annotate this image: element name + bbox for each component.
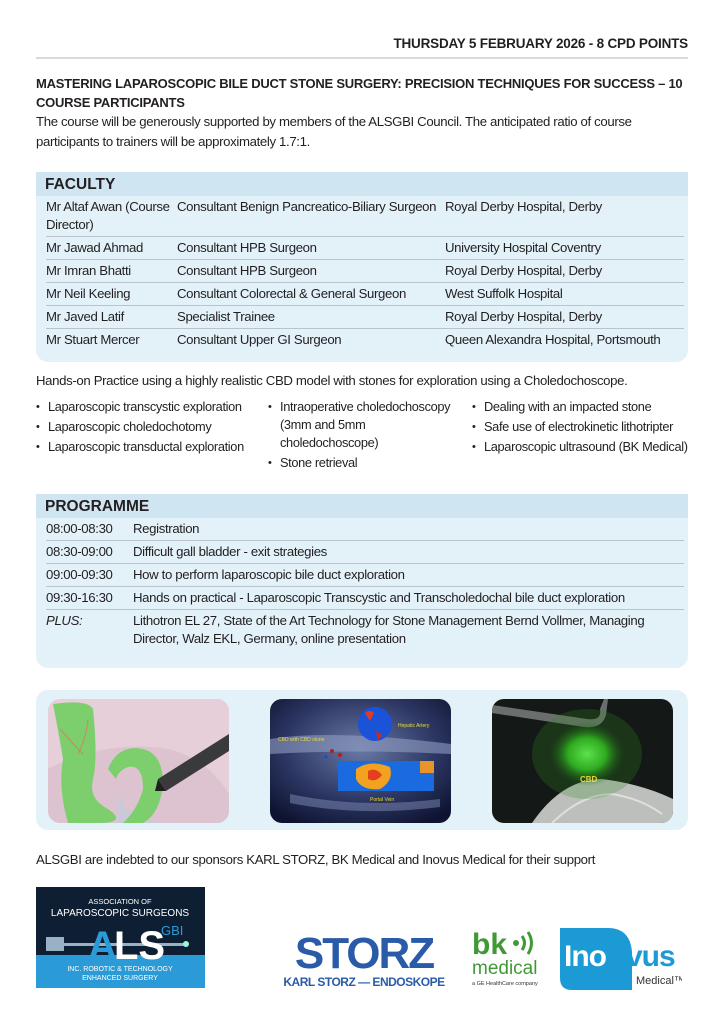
svg-text:GBI: GBI — [161, 923, 184, 938]
bullet-item: • Laparoscopic choledochotomy — [36, 418, 256, 436]
faculty-role: Consultant HPB Surgeon — [177, 263, 317, 278]
faculty-hospital: West Suffolk Hospital — [445, 286, 563, 301]
bullet-item: • Laparoscopic ultrasound (BK Medical) — [472, 438, 702, 456]
table-row — [46, 260, 684, 283]
bullet-item: • Laparoscopic transductal exploration — [36, 438, 256, 456]
svg-text:KARL STORZ — ENDOSKOPE: KARL STORZ — ENDOSKOPE — [283, 975, 445, 989]
faculty-name: Mr Altaf Awan (Course Director) — [46, 199, 170, 232]
svg-text:Medical™: Medical™ — [636, 975, 682, 987]
ultrasound-label-cbd: CBD with CBD stone — [278, 737, 325, 743]
bullet-column-1 — [36, 398, 256, 458]
faculty-role: Consultant Benign Pancreatico-Biliary Surgeon — [177, 199, 437, 214]
svg-text:INC. ROBOTIC & TECHNOLOGY: INC. ROBOTIC & TECHNOLOGY — [67, 966, 173, 973]
faculty-hospital: University Hospital Coventry — [445, 240, 601, 255]
faculty-hospital: Royal Derby Hospital, Derby — [445, 199, 602, 214]
bullet-item: • Stone retrieval — [268, 454, 458, 472]
table-row — [46, 587, 684, 610]
programme-description: Hands on practical - Laparoscopic Transcystic and Transcholedochal bile duct exploration — [133, 590, 625, 605]
bk-medical-logo — [470, 928, 542, 990]
faculty-hospital: Royal Derby Hospital, Derby — [445, 309, 602, 324]
course-intro: The course will be generously supported by members of the ALSGBI Council. The anticipated ratio of course participants to trainers will be approximately 1.7:1. — [36, 114, 632, 149]
svg-text:STORZ: STORZ — [294, 929, 434, 978]
programme-panel — [36, 494, 688, 668]
course-title: MASTERING LAPAROSCOPIC BILE DUCT STONE SURGERY: PRECISION TECHNIQUES FOR SUCCESS – 10 COURSE PARTICIPANTS — [36, 76, 683, 110]
bullet-column-2 — [268, 398, 458, 474]
svg-text:a GE HealthCare company: a GE HealthCare company — [472, 981, 538, 987]
table-row — [46, 306, 684, 329]
programme-description: Difficult gall bladder - exit strategies — [133, 544, 327, 559]
bullet-item: • Safe use of electrokinetic lithotripter — [472, 418, 702, 436]
faculty-role: Specialist Trainee — [177, 309, 275, 324]
programme-description: Lithotron EL 27, State of the Art Technology for Stone Management Bernd Vollmer, Managing Director, Walz EKL, Germany, online presentation — [133, 613, 645, 646]
table-row — [46, 564, 684, 587]
ultrasound-label-hepatic: Hepatic Artery — [398, 723, 430, 729]
karl-storz-logo — [276, 928, 452, 990]
svg-text:LS: LS — [114, 924, 166, 968]
svg-text:ASSOCIATION OF: ASSOCIATION OF — [88, 897, 152, 906]
programme-table — [46, 518, 684, 650]
svg-text:bk: bk — [472, 928, 508, 961]
bullet-column-3 — [472, 398, 702, 458]
faculty-name: Mr Imran Bhatti — [46, 263, 131, 278]
table-row — [46, 237, 684, 260]
programme-heading: PROGRAMME — [36, 494, 688, 518]
table-row — [46, 283, 684, 306]
faculty-name: Mr Javed Latif — [46, 309, 124, 324]
cbd-model-illustration — [48, 699, 229, 823]
svg-text:A: A — [88, 924, 117, 968]
faculty-name: Mr Stuart Mercer — [46, 332, 140, 347]
programme-time: 08:00-08:30 — [46, 521, 113, 536]
fluorescence-label-cbd: CBD — [580, 775, 598, 784]
bullet-item: • Intraoperative choledochoscopy (3mm and 5mm choledochoscope) — [268, 398, 458, 452]
table-row — [46, 541, 684, 564]
faculty-name: Mr Jawad Ahmad — [46, 240, 143, 255]
inovus-medical-logo — [560, 928, 682, 990]
svg-text:ENHANCED SURGERY: ENHANCED SURGERY — [82, 975, 158, 982]
hands-on-text: Hands-on Practice using a highly realistic CBD model with stones for exploration using a Choledochoscope. — [36, 373, 628, 388]
faculty-role: Consultant Colorectal & General Surgeon — [177, 286, 406, 301]
ultrasound-image — [270, 699, 451, 823]
programme-description: Registration — [133, 521, 200, 536]
sponsor-line: ALSGBI are indebted to our sponsors KARL STORZ, BK Medical and Inovus Medical for their support — [36, 852, 596, 867]
bullet-item: • Laparoscopic transcystic exploration — [36, 398, 256, 416]
svg-text:medical: medical — [472, 958, 538, 979]
image-panel — [36, 690, 688, 830]
date-line: THURSDAY 5 FEBRUARY 2026 - 8 CPD POINTS — [393, 36, 688, 51]
top-rule — [36, 57, 688, 59]
programme-time: PLUS: — [46, 613, 83, 628]
faculty-table — [46, 196, 684, 351]
svg-text:vus: vus — [626, 940, 675, 973]
faculty-heading: FACULTY — [36, 172, 688, 196]
bullet-item: • Dealing with an impacted stone — [472, 398, 702, 416]
table-row — [46, 518, 684, 541]
svg-text:Ino: Ino — [564, 940, 606, 973]
svg-text:LAPAROSCOPIC SURGEONS: LAPAROSCOPIC SURGEONS — [50, 908, 190, 919]
programme-time: 08:30-09:00 — [46, 544, 113, 559]
programme-time: 09:00-09:30 — [46, 567, 113, 582]
faculty-panel — [36, 172, 688, 362]
table-row — [46, 196, 684, 237]
programme-description: How to perform laparoscopic bile duct exploration — [133, 567, 405, 582]
table-row — [46, 610, 684, 650]
ultrasound-label-portal: Portal Vein — [370, 797, 395, 803]
faculty-role: Consultant HPB Surgeon — [177, 240, 317, 255]
faculty-role: Consultant Upper GI Surgeon — [177, 332, 342, 347]
faculty-hospital: Queen Alexandra Hospital, Portsmouth — [445, 332, 661, 347]
table-row — [46, 329, 684, 351]
als-gbi-logo — [36, 887, 205, 988]
faculty-hospital: Royal Derby Hospital, Derby — [445, 263, 602, 278]
fluorescence-image — [492, 699, 673, 823]
programme-time: 09:30-16:30 — [46, 590, 113, 605]
faculty-name: Mr Neil Keeling — [46, 286, 131, 301]
